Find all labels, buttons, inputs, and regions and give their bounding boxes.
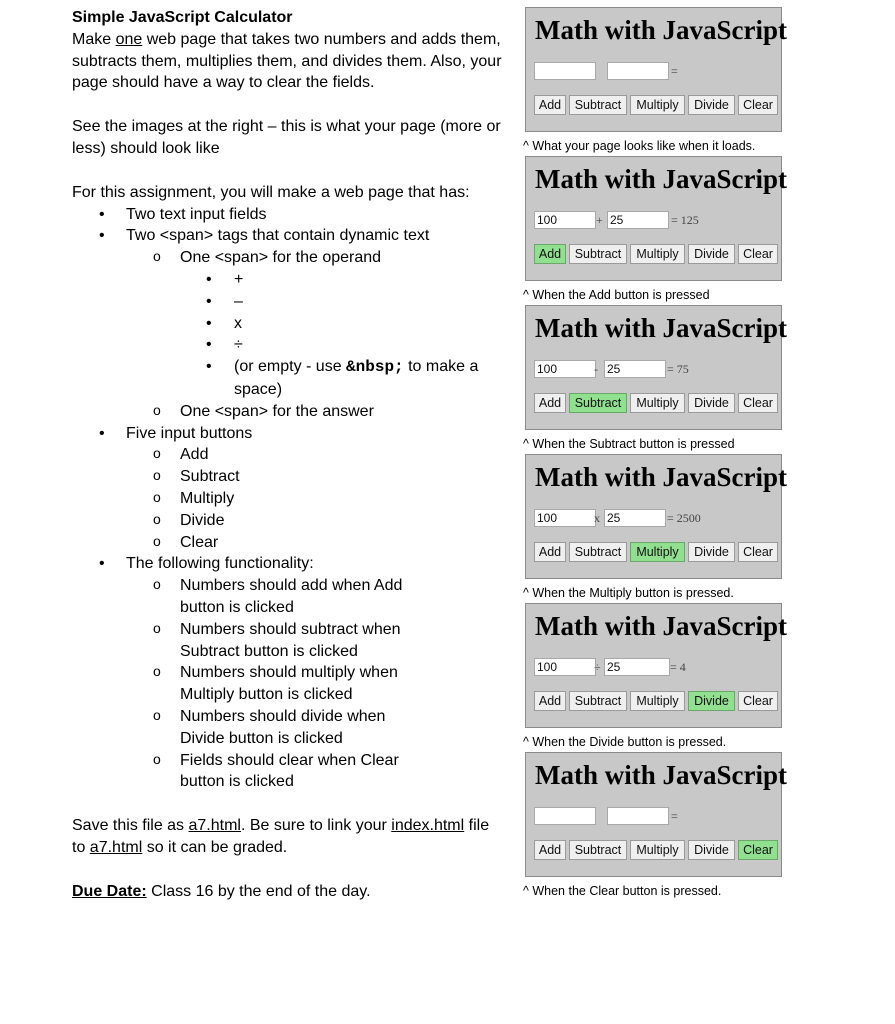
answer-span: = 125 — [671, 213, 699, 227]
second-number-input[interactable] — [607, 807, 669, 825]
button-name-add: o Add — [126, 444, 502, 466]
button-name-subtract: o Subtract — [126, 466, 502, 488]
index-filename: index.html — [391, 817, 465, 835]
operand-plus: • + — [180, 269, 502, 291]
due-date-label: Due Date: — [72, 882, 147, 900]
assignment-title: Simple JavaScript Calculator — [72, 9, 293, 26]
clear-button[interactable]: Clear — [738, 95, 778, 115]
operand-span: x — [594, 511, 600, 525]
subtract-button[interactable]: Subtract — [569, 393, 627, 413]
subtract-button[interactable]: Subtract — [569, 244, 627, 264]
save-paragraph — [72, 815, 502, 859]
operand-times: • x — [180, 313, 502, 335]
empty-text-start: (or empty - use — [234, 358, 347, 376]
requirement-text-fields: Two text input fields — [126, 205, 267, 223]
second-number-input[interactable]: 25 — [604, 509, 666, 527]
add-button[interactable]: Add — [534, 542, 566, 562]
button-name-divide: o Divide — [126, 510, 502, 532]
add-button[interactable]: Add — [534, 95, 566, 115]
divide-button[interactable]: Divide — [688, 244, 735, 264]
first-number-input[interactable]: 100 — [534, 509, 596, 527]
first-number-input[interactable]: 100 — [534, 211, 596, 229]
button-name-multiply: o Multiply — [126, 488, 502, 510]
calculator-heading: Math with JavaScript — [535, 462, 787, 492]
list-item — [72, 423, 502, 554]
requirements-lead: For this assignment, you will make a web page that has: — [72, 183, 470, 201]
multiply-button[interactable]: Multiply — [630, 542, 685, 562]
calculator-screenshot — [525, 305, 787, 430]
divide-button[interactable]: Divide — [688, 393, 735, 413]
calculator-screenshot — [525, 752, 787, 877]
calculator-input-row — [534, 360, 774, 380]
divide-button[interactable]: Divide — [688, 542, 735, 562]
calculator-heading: Math with JavaScript — [535, 760, 787, 790]
operand-span: - — [594, 362, 598, 376]
answer-span: = 75 — [667, 362, 689, 376]
first-number-input[interactable]: 100 — [534, 658, 596, 676]
due-date-text: Class 16 by the end of the day. — [146, 882, 371, 900]
save-text-end: so it can be graded. — [142, 838, 288, 856]
operand-empty — [180, 356, 502, 401]
answer-span: = 2500 — [667, 511, 701, 525]
add-button[interactable]: Add — [534, 244, 566, 264]
clear-button[interactable]: Clear — [738, 244, 778, 264]
operand-span: ÷ — [594, 660, 601, 674]
calculator-screenshot — [525, 156, 787, 281]
save-filename: a7.html — [188, 817, 241, 835]
operand-list — [180, 269, 502, 401]
screenshot-caption: ^ When the Divide button is pressed. — [523, 735, 727, 749]
requirement-buttons: Five input buttons — [126, 424, 253, 442]
functionality-clear: o Fields should clear when Clear button is clicked — [126, 750, 416, 794]
add-button[interactable]: Add — [534, 393, 566, 413]
add-button[interactable]: Add — [534, 840, 566, 860]
nbsp-code: &nbsp; — [346, 358, 404, 377]
calculator-input-row — [534, 211, 774, 231]
second-number-input[interactable] — [607, 62, 669, 80]
calculator-input-row — [534, 509, 774, 529]
divide-button[interactable]: Divide — [688, 840, 735, 860]
calculator-screenshot — [525, 603, 787, 728]
multiply-button[interactable]: Multiply — [630, 840, 685, 860]
clear-button[interactable]: Clear — [738, 542, 778, 562]
calculator-screenshot — [525, 454, 787, 579]
answer-span: = — [671, 64, 678, 78]
span-answer-item: One <span> for the answer — [180, 402, 374, 420]
span-sublist — [126, 247, 502, 422]
functionality-multiply: o Numbers should multiply when Multiply button is clicked — [126, 662, 416, 706]
screenshot-caption: ^ When the Clear button is pressed. — [523, 884, 722, 898]
calculator-heading: Math with JavaScript — [535, 611, 787, 641]
second-number-input[interactable]: 25 — [604, 360, 666, 378]
save-text-middle: . Be sure to link your — [240, 817, 392, 835]
subtract-button[interactable]: Subtract — [569, 542, 627, 562]
functionality-divide: o Numbers should divide when Divide button is clicked — [126, 706, 416, 750]
list-item — [126, 401, 502, 423]
add-button[interactable]: Add — [534, 691, 566, 711]
operand-divide: • ÷ — [180, 334, 502, 356]
operand-span: + — [596, 213, 603, 227]
requirement-functionality: The following functionality: — [126, 555, 314, 573]
calculator-heading: Math with JavaScript — [535, 15, 787, 45]
assignment-instructions — [72, 7, 502, 902]
clear-button[interactable]: Clear — [738, 691, 778, 711]
list-item — [72, 553, 502, 793]
multiply-button[interactable]: Multiply — [630, 691, 685, 711]
intro-paragraph — [72, 29, 502, 94]
calculator-input-row — [534, 807, 774, 827]
divide-button[interactable]: Divide — [688, 95, 735, 115]
requirement-spans: Two <span> tags that contain dynamic text — [126, 227, 430, 245]
due-date-paragraph — [72, 881, 502, 903]
intro-one-emphasis: one — [115, 30, 143, 48]
screenshot-caption: ^ When the Subtract button is pressed — [523, 437, 735, 451]
clear-button[interactable]: Clear — [738, 840, 778, 860]
requirements-list — [72, 204, 502, 794]
answer-span: = — [671, 809, 678, 823]
calculator-screenshot — [525, 7, 787, 132]
subtract-button[interactable]: Subtract — [569, 691, 627, 711]
clear-button[interactable]: Clear — [738, 393, 778, 413]
list-item — [126, 247, 502, 401]
subtract-button[interactable]: Subtract — [569, 840, 627, 860]
operand-minus: • – — [180, 291, 502, 313]
functionality-list — [126, 575, 416, 793]
screenshot-caption: ^ When the Multiply button is pressed. — [523, 586, 734, 600]
list-item — [72, 225, 502, 422]
empty-text-end: to make a space) — [234, 358, 479, 398]
multiply-button[interactable]: Multiply — [630, 244, 685, 264]
calculator-heading: Math with JavaScript — [535, 313, 787, 343]
intro-text-start: Make — [72, 30, 116, 48]
subtract-button[interactable]: Subtract — [569, 95, 627, 115]
calculator-input-row — [534, 658, 774, 678]
save-filename-2: a7.html — [89, 838, 143, 856]
multiply-button[interactable]: Multiply — [630, 393, 685, 413]
button-name-list — [126, 444, 502, 553]
answer-span: = 4 — [670, 660, 686, 674]
second-number-input[interactable]: 25 — [604, 658, 670, 676]
save-text-start: Save this file as — [72, 817, 189, 835]
functionality-subtract: o Numbers should subtract when Subtract button is clicked — [126, 619, 416, 663]
see-images-paragraph: See the images at the right – this is what your page (more or less) should look like — [72, 118, 501, 157]
calculator-input-row — [534, 62, 774, 82]
button-name-clear: o Clear — [126, 532, 502, 554]
intro-text-end: web page that takes two numbers and adds them, subtracts them, multiplies them, and divides them. Also, your page should have a way to clear the fields. — [72, 30, 502, 92]
screenshot-caption: ^ When the Add button is pressed — [523, 288, 710, 302]
screenshot-caption: ^ What your page looks like when it loads. — [523, 139, 756, 153]
first-number-input[interactable] — [534, 807, 596, 825]
functionality-add: o Numbers should add when Add button is clicked — [126, 575, 416, 619]
span-operand-item: One <span> for the operand — [180, 249, 382, 267]
divide-button[interactable]: Divide — [688, 691, 735, 711]
second-number-input[interactable]: 25 — [607, 211, 669, 229]
first-number-input[interactable]: 100 — [534, 360, 596, 378]
save-text-middle-2: file to — [72, 817, 490, 856]
first-number-input[interactable] — [534, 62, 596, 80]
calculator-heading: Math with JavaScript — [535, 164, 787, 194]
list-item — [72, 204, 502, 226]
multiply-button[interactable]: Multiply — [630, 95, 685, 115]
